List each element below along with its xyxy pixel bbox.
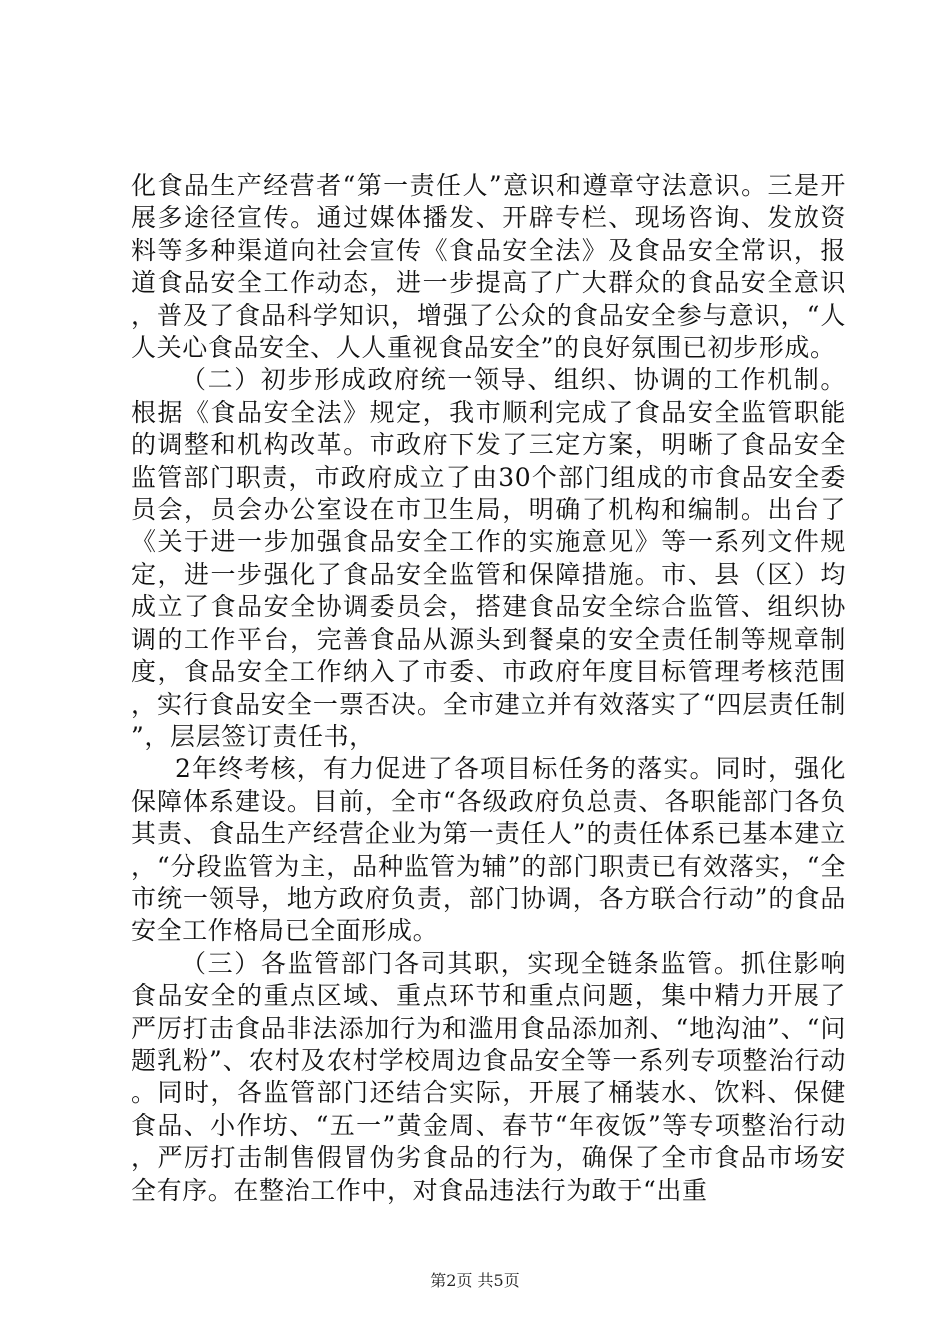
paragraph-section-three: （三）各监管部门各司其职，实现全链条监管。抓住影响食品安全的重点区域、重点环节和重点问题，集中精力开展了严厉打击食品非法添加行为和滥用食品添加剂、“地沟油”、“问题乳粉”、农村及农村学校周边食品安全等一系列专项整治行动。同时，各监管部门还结合实际，开展了桶装水、饮料、保健食品、小作坊、“五一”黄金周、春节“年夜饭”等专项整治行动，严厉打击制售假冒伪劣食品的行为，确保了全市食品市场安全有序。在整治工作中，对食品违法行为敢于“出重 bbox=[131, 948, 846, 1205]
document-body bbox=[131, 170, 846, 1207]
page-number-footer: 第2页 共5页 bbox=[430, 1271, 520, 1290]
paragraph-assessment: 2年终考核，有力促进了各项目标任务的落实。同时，强化保障体系建设。目前，全市“各级政府负总责、各职能部门各负其责、食品生产经营企业为第一责任人”的责任体系已基本建立，“分段监管为主，品种监管为辅”的部门职责已有效落实，“全市统一领导，地方政府负责，部门协调，各方联合行动”的食品安全工作格局已全面形成。 bbox=[131, 754, 846, 946]
paragraph-continuation: 化食品生产经营者“第一责任人”意识和遵章守法意识。三是开展多途径宣传。通过媒体播发、开辟专栏、现场咨询、发放资料等多种渠道向社会宣传《食品安全法》及食品安全常识，报道食品安全工作动态，进一步提高了广大群众的食品安全意识，普及了食品科学知识，增强了公众的食品安全参与意识，“人人关心食品安全、人人重视食品安全”的良好氛围已初步形成。 bbox=[131, 171, 846, 363]
paragraph-section-two: （二）初步形成政府统一领导、组织、协调的工作机制。根据《食品安全法》规定，我市顺利完成了食品安全监管职能的调整和机构改革。市政府下发了三定方案，明晰了食品安全监管部门职责，市政府成立了由30个部门组成的市食品安全委员会，员会办公室设在市卫生局，明确了机构和编制。出台了《关于进一步加强食品安全工作的实施意见》等一系列文件规定，进一步强化了食品安全监管和保障措施。市、县（区）均成立了食品安全协调委员会，搭建食品安全综合监管、组织协调的工作平台，完善食品从源头到餐桌的安全责任制等规章制度，食品安全工作纳入了市委、市政府年度目标管理考核范围，实行食品安全一票否决。全市建立并有效落实了“四层责任制”，层层签订责任书， bbox=[131, 365, 846, 751]
